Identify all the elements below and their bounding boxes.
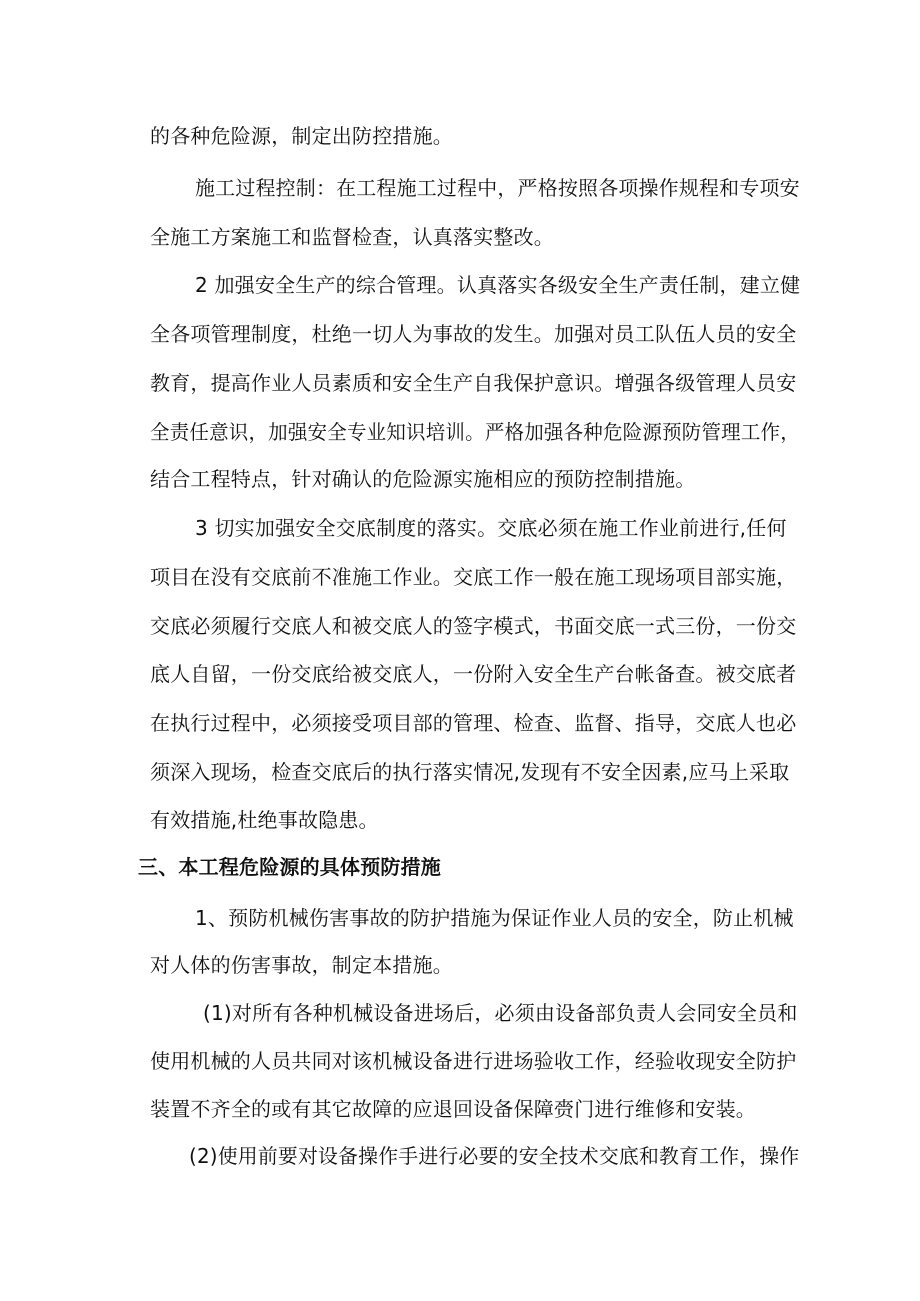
text-line: 在执行过程中，必须接受项目部的管理、检查、监督、指导，交底人也必 [150,711,797,735]
text-line: (1)对所有各种机械设备进场后，必须由设备部负责人会同安全员和 [203,1001,798,1025]
text-line: 结合工程特点，针对确认的危险源实施相应的预防控制措施。 [150,467,696,491]
text-line: 教育，提高作业人员素质和安全生产自我保护意识。增强各级管理人员安 [150,371,797,395]
text-line: 全施工方案施工和监督检查，认真落实整改。 [150,225,554,249]
text-line: (2)使用前要对设备操作手进行必要的安全技术交底和教育工作，操作 [189,1144,800,1168]
text-line: 3 切实加强安全交底制度的落实。交底必须在施工作业前进行,任何 [195,516,787,540]
text-line: 全各项管理制度，杜绝一切人为事故的发生。加强对员工队伍人员的安全 [150,322,797,346]
text-line: 须深入现场，检查交底后的执行落实情况,发现有不安全因素,应马上采取 [150,760,790,784]
text-line: 全责任意识，加强安全专业知识培训。严格加强各种危险源预防管理工作， [150,420,800,444]
section-heading: 三、本工程危险源的具体预防措施 [138,855,441,879]
text-line: 使用机械的人员共同对该机械设备进行进场验收工作，经验收现安全防护 [150,1049,797,1073]
text-line: 底人自留，一份交底给被交底人，一份附入安全生产台帐备查。被交底者 [150,662,797,686]
text-line: 1、预防机械伤害事故的防护措施为保证作业人员的安全，防止机械 [195,906,794,930]
text-line: 装置不齐全的或有其它故障的应退回设备保障赍门进行维修和安装。 [150,1097,756,1121]
text-line: 对人体的伤害事故，制定本措施。 [150,953,453,977]
text-line: 2 加强安全生产的综合管理。认真落实各级安全生产责任制，建立健 [195,273,801,297]
text-line: 项目在没有交底前不准施工作业。交底工作一般在施工现场项目部实施， [150,565,797,589]
text-line: 的各种危险源，制定出防控措施。 [150,124,453,148]
text-line: 有效措施,杜绝事故隐患。 [150,808,379,832]
text-line: 交底必须履行交底人和被交底人的签字模式，书面交底一式三份，一份交 [150,614,797,638]
text-line: 施工过程控制：在工程施工过程中，严格按照各项操作规程和专项安 [195,176,800,200]
